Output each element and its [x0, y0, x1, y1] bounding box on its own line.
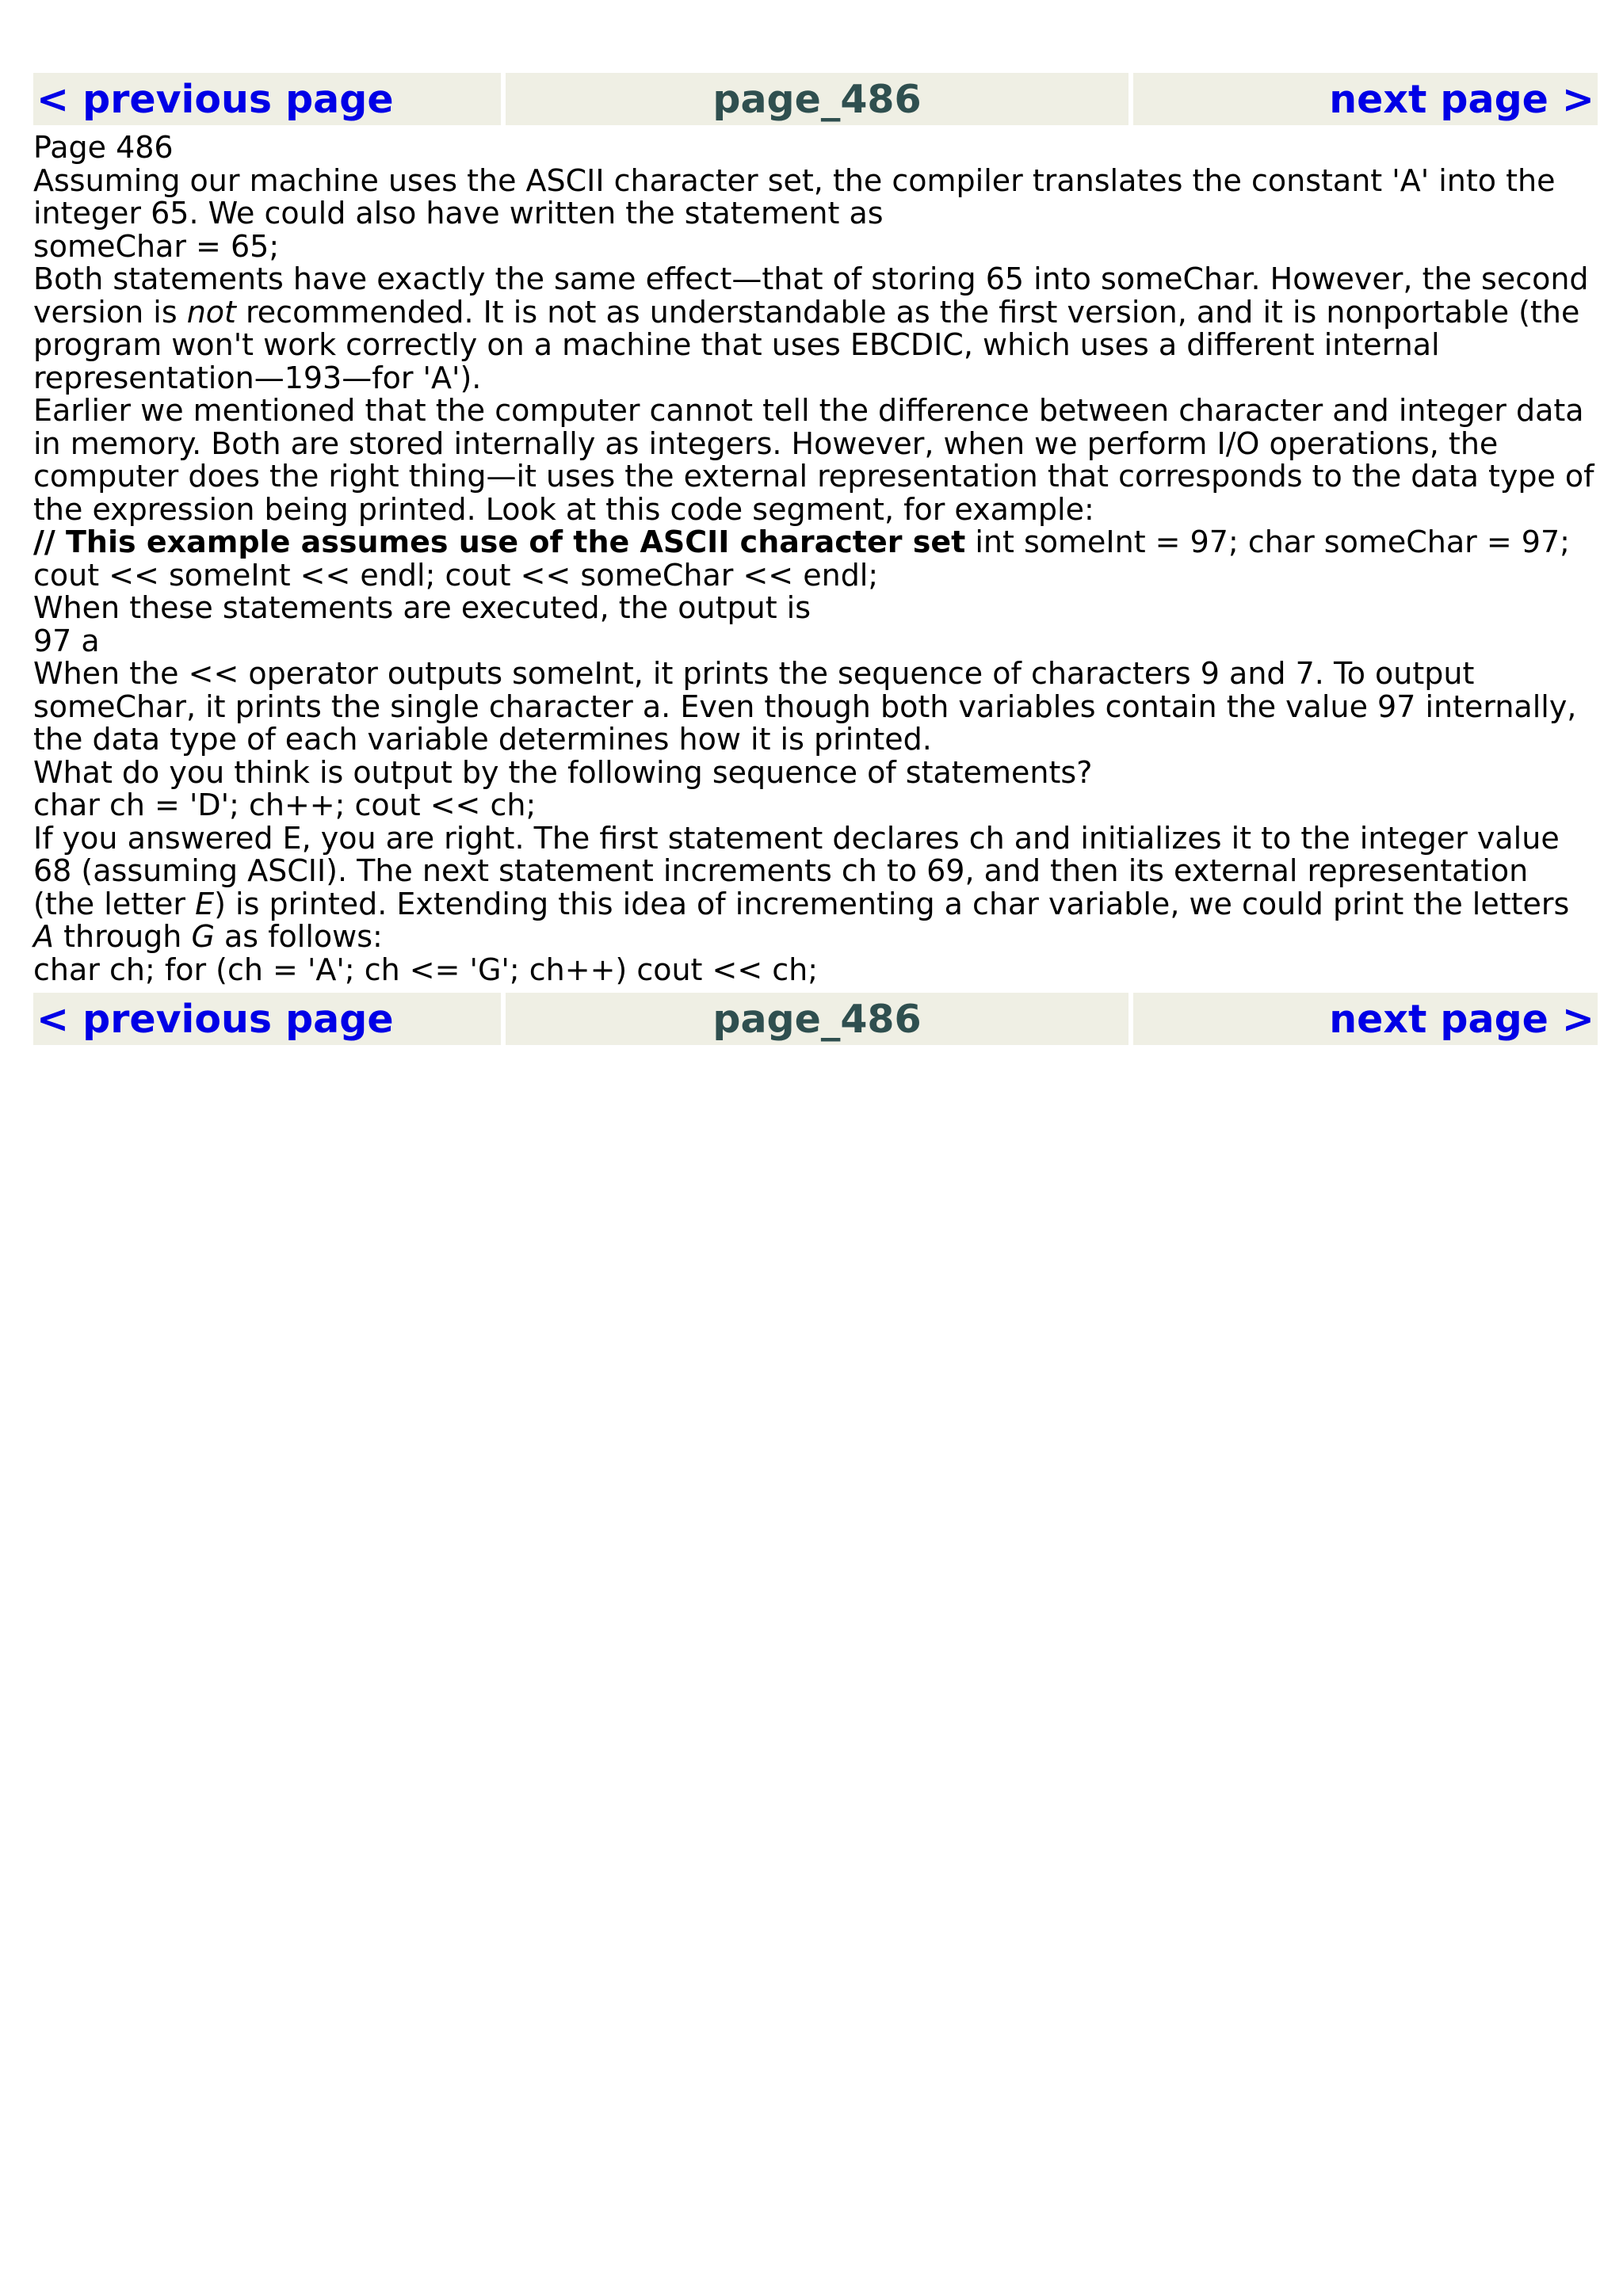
code-for-loop: char ch; for (ch = 'A'; ch <= 'G'; ch++) cout << ch; — [33, 952, 819, 987]
code-increment-ch: char ch = 'D'; ch++; cout << ch; — [33, 788, 537, 822]
page-content — [33, 128, 1598, 993]
emphasis-e: E — [195, 886, 215, 921]
paragraph-nonportable — [33, 263, 1598, 395]
page-number-label: Page 486 — [33, 130, 174, 165]
text: recommended. It is not as understandable as the first version, and it is nonportable (the program won't work correctly on a machine that uses EBCDIC, which uses a different internal representation—193—for 'A'). — [33, 294, 1580, 395]
text: through — [54, 919, 192, 954]
top-navbar — [33, 73, 1598, 128]
text: ) is printed. Extending this idea of incrementing a char variable, we could print the letters — [214, 886, 1570, 921]
code-statements: int someInt = 97; char someChar = 97; cout << someInt << endl; cout << someChar << endl; — [33, 524, 1570, 593]
previous-page-link[interactable]: < previous page — [36, 996, 394, 1042]
code-somechar-65: someChar = 65; — [33, 228, 280, 264]
code-segment-ascii — [33, 526, 1598, 592]
paragraph-output-explanation: When the << operator outputs someInt, it prints the sequence of characters 9 and 7. To output someChar, it prints the single character a. Even though both variables contain the value 97 internally, the data type of each variable determines how it is printed. — [33, 656, 1577, 757]
bottom-navbar — [33, 993, 1598, 1048]
top-prev-cell — [33, 73, 501, 125]
paragraph-output-intro: When these statements are executed, the output is — [33, 590, 812, 625]
next-page-link[interactable]: next page > — [1329, 996, 1594, 1042]
bottom-prev-cell — [33, 993, 501, 1045]
next-page-link[interactable]: next page > — [1329, 76, 1594, 122]
top-page-title: page_486 — [506, 73, 1128, 125]
emphasis-not: not — [186, 294, 236, 330]
text: If you answered E, you are right. The first statement declares ch and initializes it to the integer value 68 (assuming ASCII). The next statement increments ch to 69, and then its external representation (the letter — [33, 820, 1560, 921]
paragraph-io-representation: Earlier we mentioned that the computer cannot tell the difference between character and integer data in memory. Both are stored internally as integers. However, when we perform I/O operations, the computer does the right thing—it uses the external representation that corresponds to the data type of the expression being printed. Look at this code segment, for example: — [33, 393, 1594, 527]
paragraph-question: What do you think is output by the following sequence of statements? — [33, 754, 1093, 790]
text: Both statements have exactly the same effect—that of storing 65 into someChar. However, the second version is — [33, 261, 1589, 330]
emphasis-g: G — [191, 919, 215, 954]
paragraph-answer — [33, 822, 1598, 954]
paragraph-ascii-constant: Assuming our machine uses the ASCII character set, the compiler translates the constant 'A' into the integer 65. We could also have written the statement as — [33, 162, 1556, 231]
output-97-a: 97 a — [33, 623, 100, 658]
text: as follows: — [214, 919, 383, 954]
bottom-next-cell — [1133, 993, 1598, 1045]
code-comment: // This example assumes use of the ASCII character set — [33, 524, 966, 559]
top-next-cell — [1133, 73, 1598, 125]
book-page — [33, 73, 1598, 1048]
bottom-page-title: page_486 — [506, 993, 1128, 1045]
previous-page-link[interactable]: < previous page — [36, 76, 394, 122]
emphasis-a: A — [33, 919, 54, 954]
